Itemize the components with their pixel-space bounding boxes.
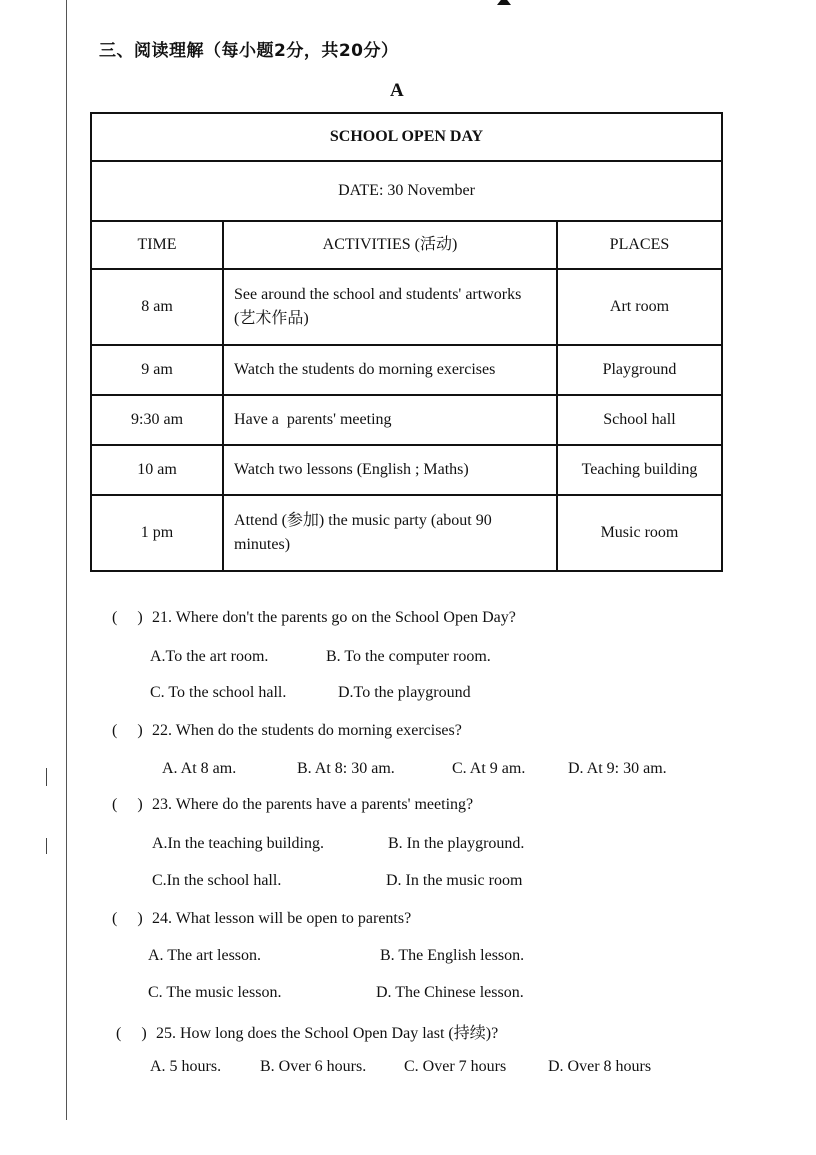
row-place: School hall	[557, 395, 722, 445]
option-d: D. Over 8 hours	[548, 1058, 652, 1075]
schedule-table	[90, 112, 723, 572]
table-row	[91, 269, 722, 345]
option-b: B. To the computer room.	[326, 648, 491, 665]
option-b: B. In the playground.	[388, 835, 525, 852]
question-21	[112, 609, 516, 627]
schedule-date: DATE: 30 November	[91, 161, 722, 221]
schedule-title: SCHOOL OPEN DAY	[91, 113, 722, 161]
option-a: A. At 8 am.	[162, 760, 237, 777]
option-b: B. At 8: 30 am.	[297, 760, 395, 777]
question-text: 25. How long does the School Open Day last (持续)?	[156, 1025, 499, 1042]
option-a: A.To the art room.	[150, 648, 269, 665]
question-text: 22. When do the students do morning exercises?	[152, 722, 462, 739]
option-d: D.To the playground	[338, 684, 471, 701]
margin-tick	[46, 838, 47, 854]
question-23	[112, 796, 473, 814]
option-d: D. In the music room	[386, 872, 523, 889]
option-d: D. The Chinese lesson.	[376, 984, 524, 1001]
option-c: C.In the school hall.	[152, 872, 282, 889]
section-title: 三、阅读理解（每小题2分，共20分）	[99, 41, 399, 61]
row-activity: See around the school and students' artworks (艺术作品)	[223, 269, 557, 345]
question-text: 24. What lesson will be open to parents?	[152, 910, 412, 927]
option-c: C. The music lesson.	[148, 984, 282, 1001]
option-b: B. Over 6 hours.	[260, 1058, 367, 1075]
answer-blank[interactable]: ( )	[112, 722, 143, 739]
option-c: C. Over 7 hours	[404, 1058, 507, 1075]
question-text: 23. Where do the parents have a parents' meeting?	[152, 796, 474, 813]
option-b: B. The English lesson.	[380, 947, 525, 964]
option-d: D. At 9: 30 am.	[568, 760, 667, 777]
table-row	[91, 345, 722, 395]
table-row	[91, 445, 722, 495]
answer-blank[interactable]: ( )	[112, 910, 143, 927]
question-25	[116, 1020, 498, 1043]
row-activity: Attend (参加) the music party (about 90 minutes)	[223, 495, 557, 571]
option-c: C. At 9 am.	[452, 760, 526, 777]
margin-line	[66, 0, 67, 1120]
margin-tick	[46, 768, 47, 786]
row-time: 1 pm	[91, 495, 223, 571]
row-time: 9:30 am	[91, 395, 223, 445]
table-row	[91, 395, 722, 445]
row-place: Art room	[557, 269, 722, 345]
question-text: 21. Where don't the parents go on the School Open Day?	[152, 609, 516, 626]
option-a: A. 5 hours.	[150, 1058, 222, 1075]
question-24	[112, 910, 411, 928]
row-activity: Watch the students do morning exercises	[223, 345, 557, 395]
row-activity: Watch two lessons (English ; Maths)	[223, 445, 557, 495]
answer-blank[interactable]: ( )	[112, 796, 143, 813]
row-place: Teaching building	[557, 445, 722, 495]
row-time: 10 am	[91, 445, 223, 495]
option-c: C. To the school hall.	[150, 684, 287, 701]
header-activities: ACTIVITIES (活动)	[223, 221, 557, 269]
question-22	[112, 722, 462, 740]
answer-blank[interactable]: ( )	[116, 1025, 147, 1042]
header-places: PLACES	[557, 221, 722, 269]
option-a: A. The art lesson.	[148, 947, 262, 964]
part-label: A	[390, 80, 404, 101]
table-row	[91, 495, 722, 571]
answer-blank[interactable]: ( )	[112, 609, 143, 626]
row-time: 8 am	[91, 269, 223, 345]
top-marker	[497, 0, 511, 5]
row-activity: Have a parents' meeting	[223, 395, 557, 445]
option-a: A.In the teaching building.	[152, 835, 324, 852]
row-time: 9 am	[91, 345, 223, 395]
row-place: Music room	[557, 495, 722, 571]
row-place: Playground	[557, 345, 722, 395]
table-header-row	[91, 221, 722, 269]
header-time: TIME	[91, 221, 223, 269]
